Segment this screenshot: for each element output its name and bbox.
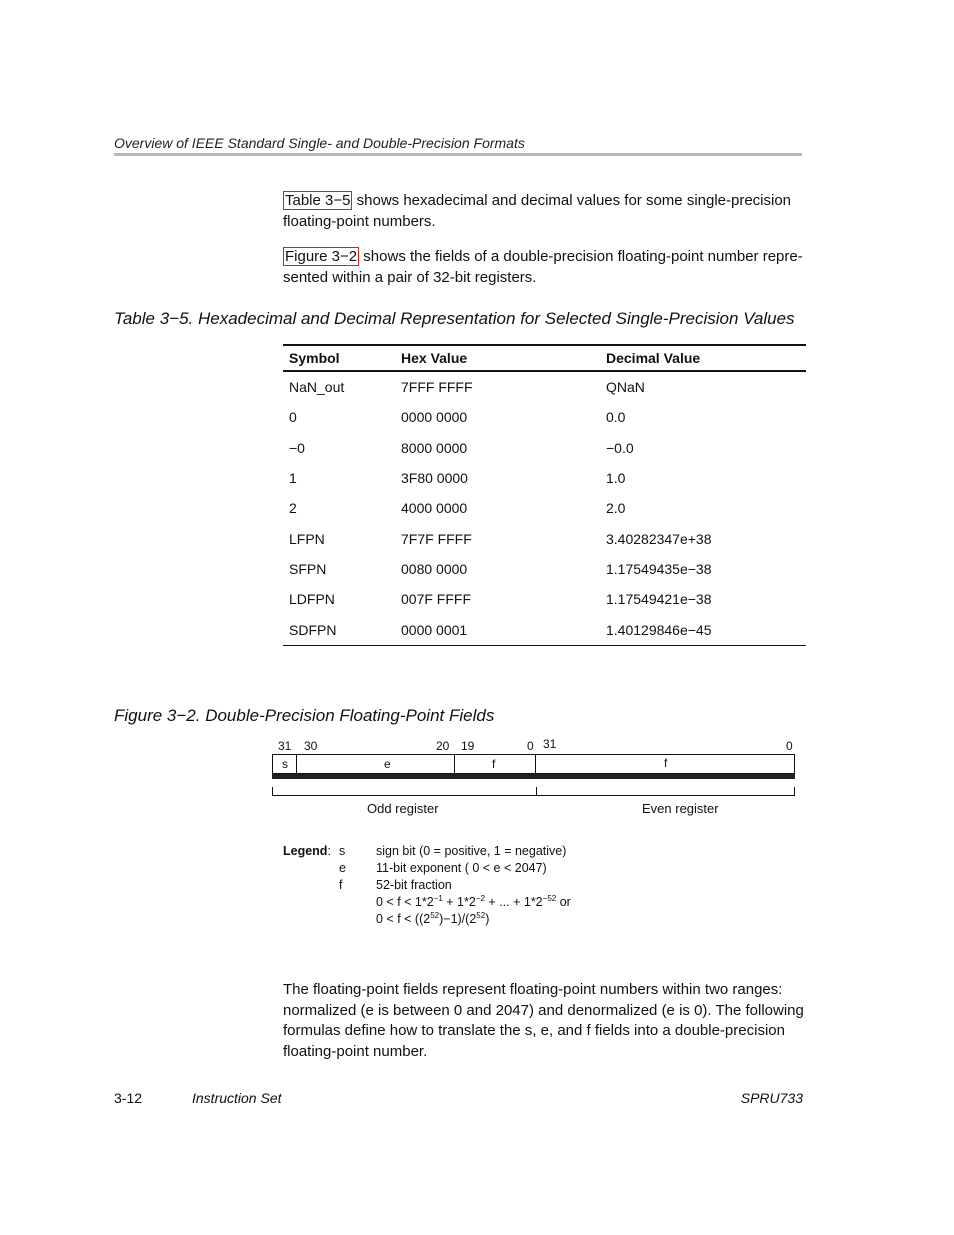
legend-colon: :	[327, 844, 331, 858]
cell-symbol: LFPN	[289, 530, 325, 547]
cell-symbol: 1	[289, 470, 297, 487]
cell-symbol: −0	[289, 439, 305, 456]
cell-hex: 3F80 0000	[401, 470, 468, 487]
cell-decimal: 2.0	[606, 500, 626, 517]
footer-section: Instruction Set	[192, 1090, 282, 1106]
legend-symbol-e: e	[339, 861, 346, 875]
legend-desc-f: 52-bit fraction	[376, 878, 452, 892]
cell-hex: 4000 0000	[401, 500, 468, 517]
field-divider-e-f	[454, 754, 455, 774]
odd-register-box	[272, 754, 536, 774]
bit-label-20: 20	[436, 739, 450, 753]
cell-hex: 7FFF FFFF	[401, 379, 473, 396]
cell-decimal: 1.0	[606, 470, 626, 487]
figure-caption: Figure 3−2. Double-Precision Floating-Point Fields	[114, 706, 495, 725]
table-row	[283, 402, 806, 432]
legend-label	[283, 843, 331, 860]
register-bracket-divider	[536, 787, 537, 796]
bit-label-31-even: 31	[543, 737, 557, 751]
cell-symbol: LDFPN	[289, 591, 335, 608]
field-divider-s-e	[296, 754, 297, 774]
legend-symbol-f: f	[339, 878, 343, 892]
legend-symbol-s: s	[339, 844, 346, 858]
table-header-row	[283, 345, 806, 371]
cell-hex: 007F FFFF	[401, 591, 472, 608]
field-label-f-even: f	[664, 756, 668, 770]
col-header-hex: Hex Value	[395, 345, 600, 371]
cell-symbol: 0	[289, 409, 297, 426]
para1-text: shows hexadecimal and decimal values for some single-precision floating-point numbers.	[283, 192, 792, 230]
figure-3-2-link[interactable]: Figure 3−2	[285, 248, 358, 265]
register-bracket	[272, 787, 795, 796]
table-row	[283, 493, 806, 523]
intro-paragraph-1	[283, 191, 806, 232]
field-label-s: s	[282, 757, 288, 771]
bit-label-0-even: 0	[786, 739, 793, 753]
bit-label-0: 0	[527, 739, 534, 753]
legend-title: Legend	[283, 844, 328, 858]
field-label-f-odd: f	[492, 757, 496, 771]
table-row	[283, 523, 806, 553]
values-table	[283, 344, 806, 646]
cell-decimal: 0.0	[606, 409, 626, 426]
cell-hex: 0000 0001	[395, 614, 600, 645]
even-register-label: Even register	[642, 801, 719, 816]
field-label-e: e	[384, 757, 391, 771]
cell-decimal: 1.40129846e−45	[600, 614, 806, 645]
bit-label-30: 30	[304, 739, 318, 753]
col-header-symbol: Symbol	[283, 345, 395, 371]
cell-decimal: 1.17549421e−38	[606, 591, 712, 608]
legend-desc-s: sign bit (0 = positive, 1 = negative)	[376, 844, 567, 858]
cell-hex: 8000 0000	[401, 439, 468, 456]
table-row	[283, 433, 806, 463]
cell-symbol: SDFPN	[283, 614, 395, 645]
running-header: Overview of IEEE Standard Single- and Double-Precision Formats	[114, 135, 525, 151]
bit-label-19: 19	[461, 739, 475, 753]
table-3-5-link[interactable]: Table 3−5	[285, 192, 351, 209]
header-rule	[114, 153, 802, 156]
table-row	[283, 554, 806, 584]
para2-text: shows the fields of a double-precision floating-point number repre-sented within a pair of 32-bit registers.	[283, 248, 803, 286]
cell-symbol: NaN_out	[289, 379, 345, 396]
table-row	[283, 614, 806, 645]
cell-hex: 0080 0000	[401, 560, 468, 577]
cell-decimal: 1.17549435e−38	[606, 560, 712, 577]
cell-symbol: SFPN	[289, 560, 327, 577]
cell-hex: 0000 0000	[401, 409, 468, 426]
odd-register-label: Odd register	[367, 801, 439, 816]
footer-page-number: 3-12	[114, 1090, 143, 1106]
closing-paragraph: The floating-point fields represent floating-point numbers within two ranges: normalized (e is between 0 and 2047) and denormalized (e is 0). The following formulas define how to translate the s, e, and f fields into a double-precision floating-point number.	[283, 981, 804, 1060]
intro-paragraph-2	[283, 247, 806, 288]
cell-decimal: 3.40282347e+38	[606, 530, 712, 547]
table-row	[283, 371, 806, 402]
legend-desc-e: 11-bit exponent ( 0 < e < 2047)	[376, 861, 547, 875]
cell-decimal: QNaN	[606, 379, 645, 396]
cell-hex: 7F7F FFFF	[401, 530, 472, 547]
footer-doc-id: SPRU733	[740, 1090, 803, 1106]
col-header-decimal: Decimal Value	[600, 345, 806, 371]
legend-formula-2: $0 < f < ((2^{52})-1)/(2^{52})$	[376, 910, 490, 926]
legend-formula-1: $0 < f < 1*2^{-1} + 1*2^{-2}$ + ... + $1*2^{-52}$ or	[376, 893, 571, 909]
cell-decimal: −0.0	[606, 439, 634, 456]
bit-label-31: 31	[278, 739, 292, 753]
table-caption: Table 3−5. Hexadecimal and Decimal Representation for Selected Single-Precision Values	[114, 309, 795, 328]
cell-symbol: 2	[289, 500, 297, 517]
table-row	[283, 463, 806, 493]
register-base-bar	[272, 774, 795, 779]
table-row	[283, 584, 806, 614]
